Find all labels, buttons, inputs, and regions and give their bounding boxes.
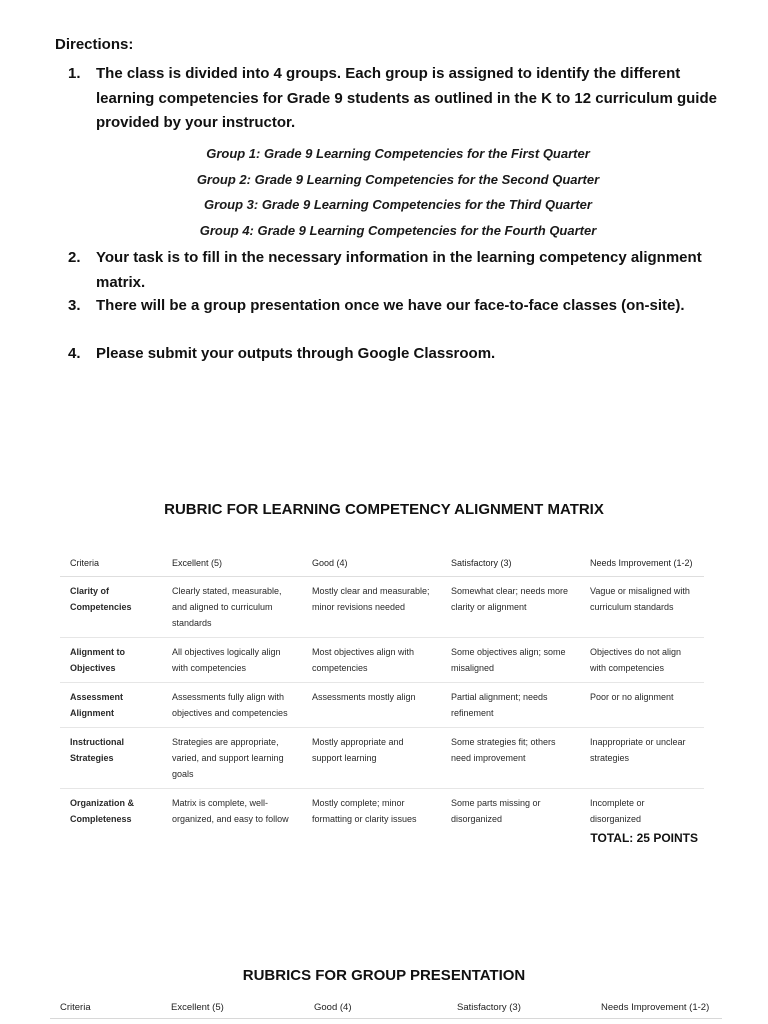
excellent-cell: Matrix is complete, well-organized, and easy to follow — [172, 798, 289, 824]
excellent-cell: Clearly stated, measurable, and aligned to curriculum standards — [162, 577, 302, 638]
excellent-cell: Strategies are appropriate, varied, and support learning goals — [162, 728, 302, 789]
criteria-cell: Instructional Strategies — [60, 728, 162, 789]
good-cell: Assessments mostly align — [302, 683, 441, 728]
criteria-cell: Organization & Completeness — [70, 798, 135, 824]
table-header-row — [60, 550, 704, 577]
group-line-4: Group 4: Grade 9 Learning Competencies for the Fourth Quarter — [199, 222, 597, 238]
column-header-good: Good (4) — [302, 550, 441, 577]
needs-improvement-cell: Poor or no alignment — [580, 683, 704, 728]
table-row — [60, 683, 704, 728]
table-row — [60, 728, 704, 789]
presentation-rubric-title: RUBRICS FOR GROUP PRESENTATION — [242, 967, 526, 984]
step-number: 4. — [68, 345, 81, 362]
direction-step-4 — [68, 342, 718, 367]
group-line-1: Group 1: Grade 9 Learning Competencies for the First Quarter — [206, 146, 590, 161]
column-header-good: Good (4) — [314, 1001, 352, 1013]
satisfactory-cell: Some objectives align; some misaligned — [441, 638, 580, 683]
step-number: 3. — [68, 297, 81, 314]
excellent-cell: All objectives logically align with competencies — [162, 638, 302, 683]
group-assignments — [68, 141, 728, 243]
column-header-satisfactory: Satisfactory (3) — [441, 550, 580, 577]
column-header-satisfactory: Satisfactory (3) — [457, 1001, 521, 1013]
direction-step-2 — [68, 246, 718, 295]
satisfactory-cell: Partial alignment; needs refinement — [441, 683, 580, 728]
column-header-excellent: Excellent (5) — [162, 550, 302, 577]
excellent-cell: Assessments fully align with objectives and competencies — [162, 683, 302, 728]
column-header-needs-improvement: Needs Improvement (1-2) — [580, 550, 704, 577]
column-header-criteria: Criteria — [60, 1001, 91, 1013]
satisfactory-cell: Some parts missing or disorganized — [451, 798, 541, 824]
needs-improvement-cell: Objectives do not align with competencies — [580, 638, 704, 683]
rubric-title: RUBRIC FOR LEARNING COMPETENCY ALIGNMENT MATRIX — [164, 501, 604, 518]
criteria-cell: Assessment Alignment — [60, 683, 162, 728]
good-cell: Most objectives align with competencies — [302, 638, 441, 683]
group-line-3: Group 3: Grade 9 Learning Competencies for the Third Quarter — [204, 197, 592, 212]
column-header-criteria: Criteria — [60, 550, 162, 577]
step-text: There will be a group presentation once we have our face-to-face classes (on-site). — [96, 297, 685, 314]
step-number: 1. — [68, 65, 81, 82]
criteria-cell: Alignment to Objectives — [60, 638, 162, 683]
good-cell: Mostly appropriate and support learning — [302, 728, 441, 789]
satisfactory-cell: Somewhat clear; needs more clarity or alignment — [441, 577, 580, 638]
good-cell: Mostly complete; minor formatting or clarity issues — [312, 798, 417, 824]
table-row — [60, 789, 704, 834]
presentation-table-header-row — [50, 996, 722, 1019]
step-text: Please submit your outputs through Google Classroom. — [96, 345, 496, 362]
group-line-2: Group 2: Grade 9 Learning Competencies for the Second Quarter — [196, 171, 600, 187]
table-row — [60, 638, 704, 683]
step-number: 2. — [68, 249, 81, 266]
table-row — [60, 577, 704, 638]
direction-step-1 — [68, 62, 718, 136]
total-points: TOTAL: 25 POINTS — [590, 831, 698, 845]
criteria-cell: Clarity of Competencies — [60, 577, 162, 638]
column-header-needs-improvement: Needs Improvement (1-2) — [601, 1001, 710, 1013]
column-header-excellent: Excellent (5) — [171, 1001, 224, 1013]
needs-improvement-cell: Vague or misaligned with curriculum standards — [580, 577, 704, 638]
step-text: The class is divided into 4 groups. Each group is assigned to identify the different learning competencies for Grade 9 students as outlined in the K to 12 curriculum guide provided by your instructor. — [96, 65, 717, 131]
good-cell: Mostly clear and measurable; minor revisions needed — [302, 577, 441, 638]
needs-improvement-cell: Inappropriate or unclear strategies — [580, 728, 704, 789]
needs-improvement-cell: Incomplete or disorganized — [590, 798, 645, 824]
directions-title: Directions: — [55, 36, 134, 53]
satisfactory-cell: Some strategies fit; others need improvement — [441, 728, 580, 789]
rubric-table — [60, 550, 704, 833]
direction-step-3 — [68, 294, 718, 319]
step-text: Your task is to fill in the necessary information in the learning competency alignment matrix. — [96, 249, 702, 291]
